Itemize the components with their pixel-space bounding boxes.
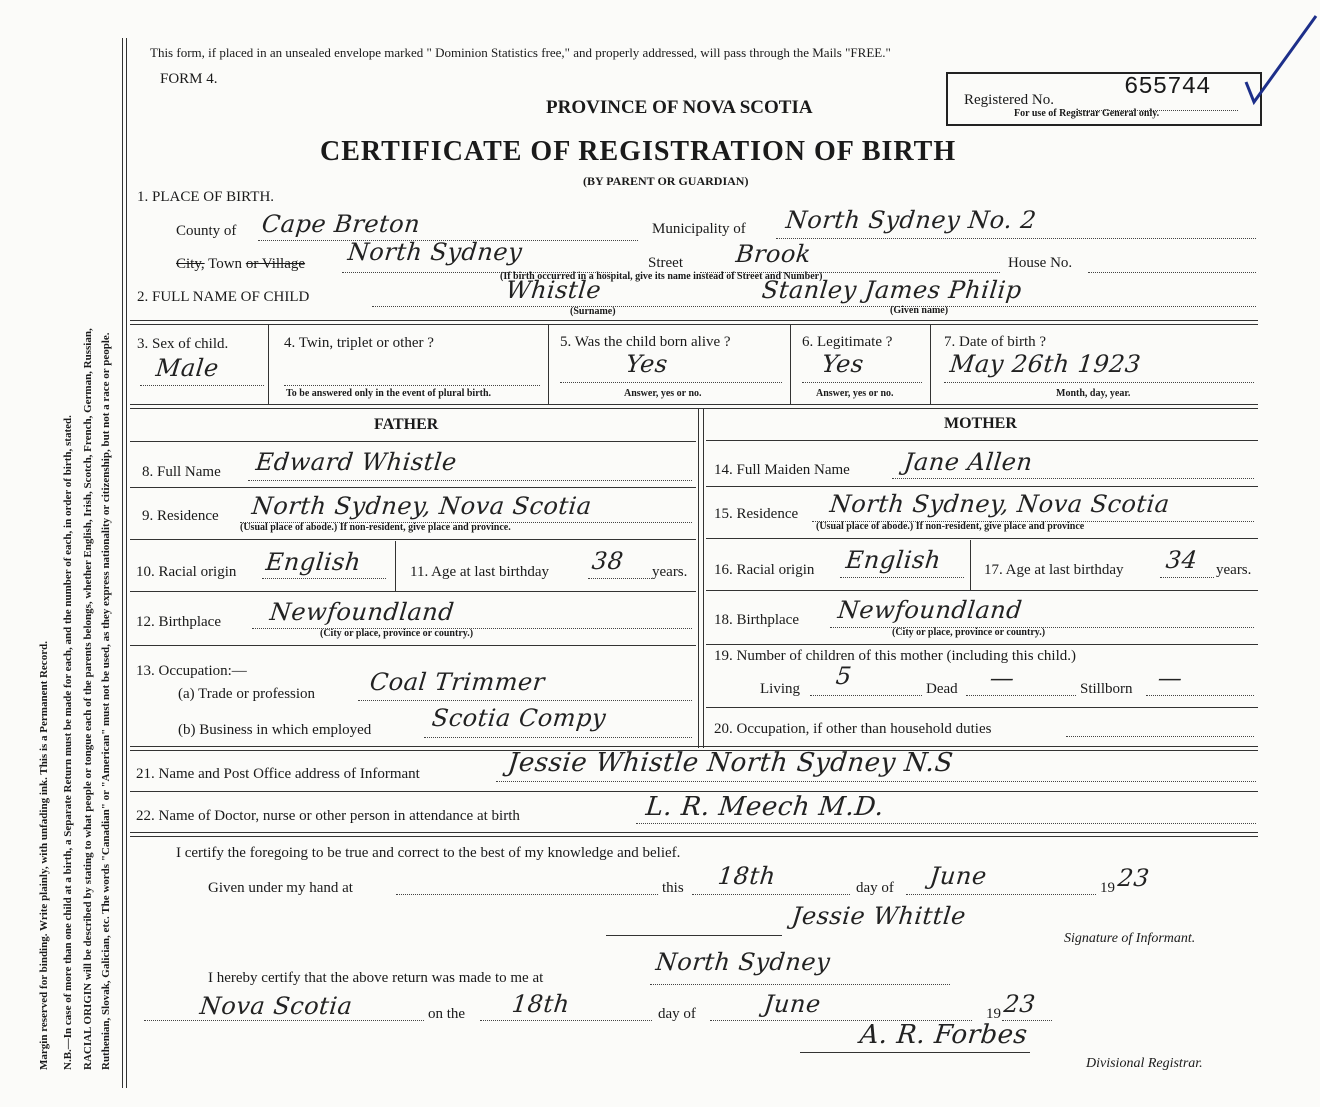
registered-number: 655744 bbox=[1124, 74, 1211, 101]
on-the-label: on the bbox=[428, 1006, 466, 1022]
mother-name-value: Jane Allen bbox=[902, 448, 1035, 476]
living-value: 5 bbox=[834, 662, 854, 690]
mother-occupation-label: 20. Occupation, if other than household duties bbox=[714, 721, 992, 737]
registrar-label: Divisional Registrar. bbox=[1086, 1056, 1203, 1071]
signature-label: Signature of Informant. bbox=[1064, 931, 1196, 946]
mother-race-label: 16. Racial origin bbox=[714, 562, 815, 578]
father-name-value: Edward Whistle bbox=[254, 448, 459, 476]
child-given-name: Stanley James Philip bbox=[760, 276, 1024, 304]
mother-residence-value: North Sydney, Nova Scotia bbox=[828, 490, 1172, 518]
town-word: Town bbox=[204, 256, 246, 272]
father-birthplace-note: (City or place, province or country.) bbox=[320, 628, 474, 639]
father-race-value: English bbox=[264, 548, 363, 576]
mother-race-value: English bbox=[844, 546, 943, 574]
document-subtitle: (BY PARENT OR GUARDIAN) bbox=[583, 174, 749, 188]
mother-birthplace-value: Newfoundland bbox=[836, 596, 1024, 624]
doctor-label: 22. Name of Doctor, nurse or other person in attendance at birth bbox=[136, 808, 520, 824]
stillborn-label: Stillborn bbox=[1080, 681, 1133, 697]
mother-age-value: 34 bbox=[1164, 546, 1200, 574]
twin-note: To be answered only in the event of plural birth. bbox=[286, 388, 492, 399]
day-of-label: day of bbox=[856, 880, 894, 896]
mother-birthplace-note: (City or place, province or country.) bbox=[892, 627, 1046, 638]
alive-note: Answer, yes or no. bbox=[624, 388, 702, 399]
legitimate-value: Yes bbox=[820, 350, 866, 378]
informant-signature: Jessie Whittle bbox=[790, 902, 968, 930]
dob-value: May 26th 1923 bbox=[948, 350, 1143, 378]
county-value: Cape Breton bbox=[260, 210, 422, 238]
municipality-label: Municipality of bbox=[652, 221, 746, 237]
business-value: Scotia Compy bbox=[430, 704, 608, 732]
father-age-value: 38 bbox=[590, 547, 626, 575]
informant-value: Jessie Whistle North Sydney N.S bbox=[506, 748, 955, 778]
year-prefix-2: 19 bbox=[986, 1006, 1001, 1022]
informant-label: 21. Name and Post Office address of Informant bbox=[136, 766, 420, 782]
certify-statement: I certify the foregoing to be true and correct to the best of my knowledge and belief. bbox=[176, 845, 681, 861]
dob-note: Month, day, year. bbox=[1056, 388, 1131, 399]
given-day-value: 18th bbox=[716, 862, 778, 890]
mother-name-label: 14. Full Maiden Name bbox=[714, 462, 850, 478]
registered-box bbox=[946, 72, 1262, 126]
father-occupation-label: 13. Occupation:— bbox=[136, 663, 247, 679]
registration-month-value: June bbox=[762, 990, 823, 1018]
street-label: Street bbox=[648, 255, 683, 271]
dead-value: — bbox=[988, 664, 1016, 692]
given-name-note: (Given name) bbox=[890, 305, 949, 316]
margin-note-3: RACIAL ORIGIN will be described by stating to what people or tongue each of the parents belongs, whether English, Irish, Scotch, French, German, Russian, bbox=[82, 328, 94, 1070]
twin-label: 4. Twin, triplet or other ? bbox=[284, 335, 434, 351]
form-number: FORM 4. bbox=[160, 71, 218, 87]
mother-residence-note: (Usual place of abode.) If non-resident, give place and province bbox=[816, 521, 1085, 532]
alive-label: 5. Was the child born alive ? bbox=[560, 334, 731, 350]
child-surname: Whistle bbox=[504, 276, 603, 304]
father-age-label: 11. Age at last birthday bbox=[410, 564, 549, 580]
county-label: County of bbox=[176, 223, 237, 239]
town-label bbox=[176, 256, 305, 273]
registration-place-2: Nova Scotia bbox=[198, 992, 354, 1020]
living-label: Living bbox=[760, 681, 800, 697]
father-race-label: 10. Racial origin bbox=[136, 564, 237, 580]
given-at-label: Given under my hand at bbox=[208, 880, 353, 896]
year-prefix: 19 bbox=[1100, 880, 1115, 896]
given-month-value: June bbox=[928, 862, 989, 890]
trade-value: Coal Trimmer bbox=[368, 668, 547, 696]
street-value: Brook bbox=[734, 240, 813, 268]
mother-residence-label: 15. Residence bbox=[714, 506, 799, 522]
municipality-value: North Sydney No. 2 bbox=[784, 206, 1038, 234]
father-birthplace-label: 12. Birthplace bbox=[136, 614, 221, 630]
business-label: (b) Business in which employed bbox=[178, 722, 372, 738]
mail-notice: This form, if placed in an unsealed envelope marked " Dominion Statistics free," and properly addressed, will pass through the Mails "FREE." bbox=[150, 45, 891, 60]
legitimate-label: 6. Legitimate ? bbox=[802, 334, 893, 350]
surname-note: (Surname) bbox=[570, 306, 616, 317]
child-name-label: 2. FULL NAME OF CHILD bbox=[137, 289, 310, 305]
margin-note-4: Ruthenian, Slovak, Galician, etc. The words "Canadian" or "American" must not be used, as they express nationality or citizenship, but not a race or people. bbox=[100, 332, 112, 1070]
day-of-label-2: day of bbox=[658, 1006, 696, 1022]
house-label: House No. bbox=[1008, 255, 1073, 271]
place-heading: 1. PLACE OF BIRTH. bbox=[137, 189, 275, 205]
given-year-value: 23 bbox=[1116, 864, 1152, 892]
registration-day-value: 18th bbox=[510, 990, 572, 1018]
village-label: or Village bbox=[245, 256, 306, 272]
registrar-statement: I hereby certify that the above return was made to me at bbox=[208, 970, 544, 986]
legitimate-note: Answer, yes or no. bbox=[816, 388, 894, 399]
sex-label: 3. Sex of child. bbox=[137, 336, 229, 352]
town-value: North Sydney bbox=[346, 238, 524, 266]
alive-value: Yes bbox=[624, 350, 670, 378]
document-title: CERTIFICATE OF REGISTRATION OF BIRTH bbox=[320, 136, 957, 167]
province-title: PROVINCE OF NOVA SCOTIA bbox=[546, 97, 813, 118]
stillborn-value: — bbox=[1156, 664, 1184, 692]
mother-age-label: 17. Age at last birthday bbox=[984, 562, 1124, 578]
margin-note-2: N.B.—In case of more than one child at a birth, a Separate Return must be made for each, and the number of each, in order of birth, stated. bbox=[62, 415, 74, 1070]
father-residence-label: 9. Residence bbox=[142, 508, 219, 524]
dead-label: Dead bbox=[926, 681, 958, 697]
doctor-value: L. R. Meech M.D. bbox=[644, 792, 886, 822]
father-residence-note: (Usual place of abode.) If non-resident, give place and province. bbox=[240, 522, 511, 533]
father-years-label: years. bbox=[652, 564, 688, 580]
registered-label: Registered No. bbox=[964, 92, 1054, 108]
father-heading: FATHER bbox=[374, 416, 439, 433]
dob-label: 7. Date of birth ? bbox=[944, 334, 1047, 350]
registration-place-1: North Sydney bbox=[654, 948, 832, 976]
father-residence-value: North Sydney, Nova Scotia bbox=[250, 492, 594, 520]
mother-birthplace-label: 18. Birthplace bbox=[714, 612, 799, 628]
this-label: this bbox=[662, 880, 684, 896]
check-mark-icon bbox=[1240, 10, 1320, 110]
hospital-note: (If birth occurred in a hospital, give its name instead of Street and Number) bbox=[500, 271, 823, 282]
registered-note: For use of Registrar General only. bbox=[1014, 108, 1160, 119]
trade-label: (a) Trade or profession bbox=[178, 686, 316, 702]
children-count-label: 19. Number of children of this mother (including this child.) bbox=[714, 648, 1077, 664]
father-birthplace-value: Newfoundland bbox=[268, 598, 456, 626]
registrar-signature: A. R. Forbes bbox=[858, 1020, 1030, 1050]
father-name-label: 8. Full Name bbox=[142, 464, 221, 480]
city-label: City, bbox=[176, 256, 205, 272]
mother-heading: MOTHER bbox=[944, 415, 1017, 432]
margin-note-1: Margin reserved for binding. Write plainly, with unfading ink. This is a Permanent Record. bbox=[38, 641, 50, 1070]
registration-year-value: 23 bbox=[1002, 990, 1038, 1018]
mother-years-label: years. bbox=[1216, 562, 1252, 578]
sex-value: Male bbox=[154, 354, 221, 382]
